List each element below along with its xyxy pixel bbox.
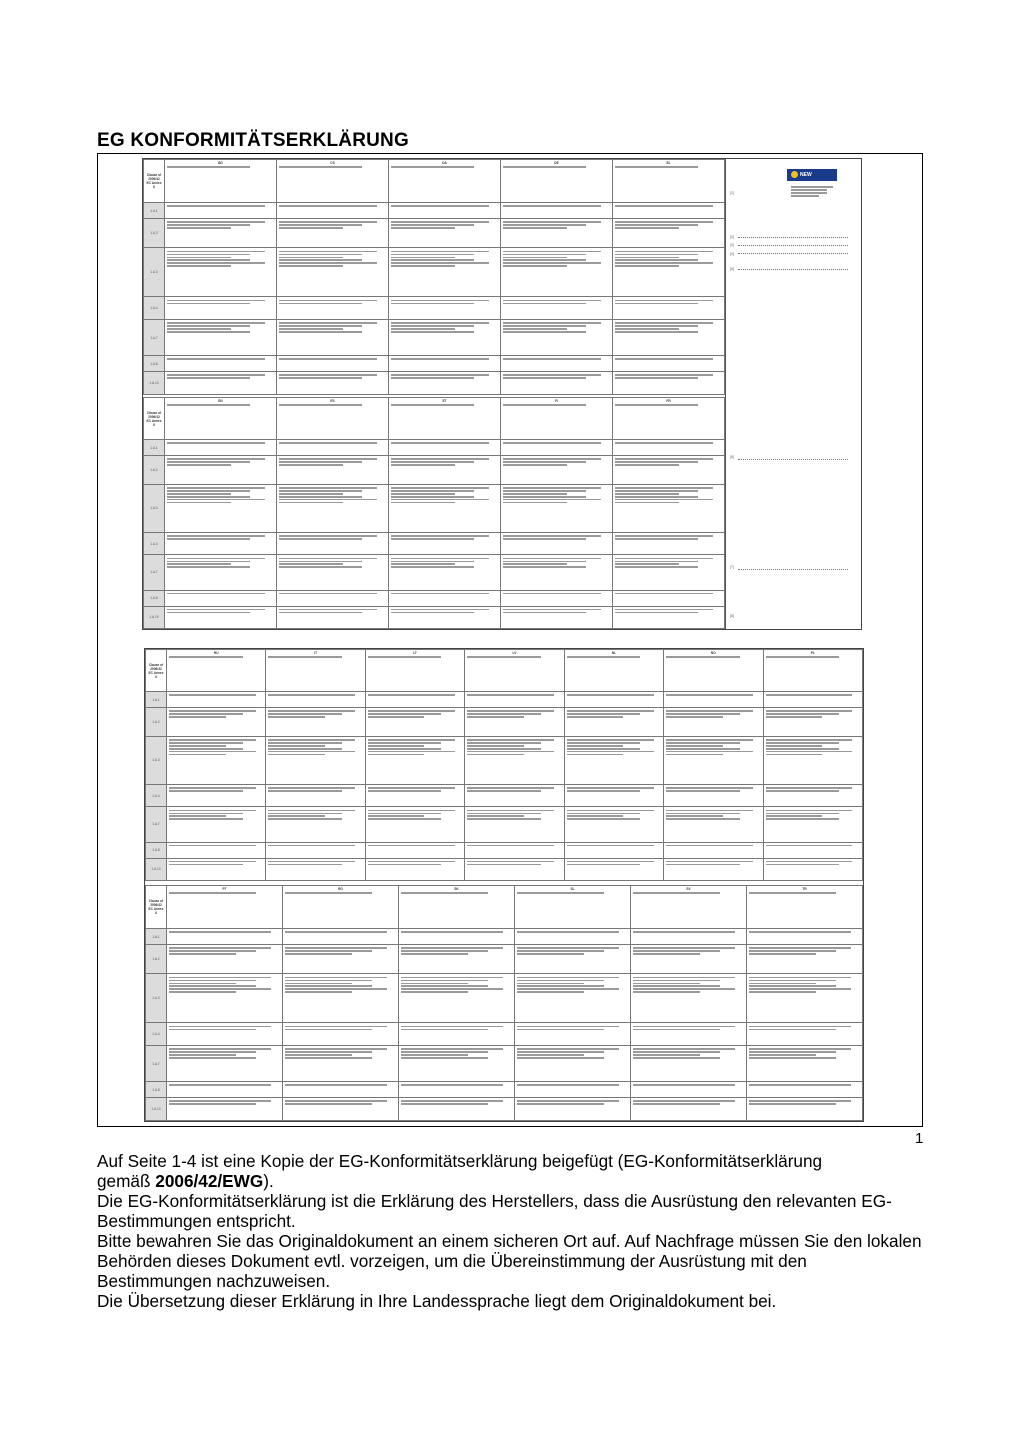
clause-ref: 1.A.8 [144,355,165,371]
declaration-cell [283,1046,399,1082]
language-column: EL [613,160,725,203]
language-column: EN [165,398,277,440]
declaration-cell [165,456,277,485]
declaration-cell [399,1081,515,1097]
declaration-cell [501,202,613,218]
declaration-cell [747,1046,863,1082]
declaration-cell [277,555,389,590]
declaration-cell [283,1023,399,1046]
declaration-cell [564,842,663,858]
manufacturer-panel: NEW [1] [2] [3] [4] [5] [6] [7] [8] [725,159,861,629]
language-column: LT [365,650,464,692]
language-column: NO [664,650,763,692]
declaration-cell [564,858,663,880]
declaration-cell [564,785,663,807]
new-holland-logo: NEW [787,169,837,181]
clause-ref: 1.A.8 [144,590,165,606]
declaration-cell [167,807,266,842]
language-column: ES [277,398,389,440]
declaration-cell [631,1081,747,1097]
declaration-cell [613,297,725,320]
declaration-cell [277,219,389,248]
declaration-cell [763,692,862,708]
declaration-cell [515,945,631,974]
declaration-cell [515,1098,631,1121]
declaration-cell [631,1098,747,1121]
declaration-cell [266,785,365,807]
declaration-cell [277,320,389,356]
declaration-cell [165,297,277,320]
clause-ref: 1.A.4 [146,785,167,807]
declaration-cell [501,372,613,395]
declaration-cell [165,248,277,297]
clause-ref: 1.A.7 [146,807,167,842]
declaration-cell [515,1081,631,1097]
clause-header: Clause of 2006/42 EC Annex II [144,398,165,440]
clause-ref: 1.A.7 [144,320,165,356]
declaration-cell [389,372,501,395]
declaration-cell [613,372,725,395]
declaration-cell [501,533,613,555]
language-column: SK [399,886,515,929]
declaration-cell [165,320,277,356]
declaration-cell [664,858,763,880]
declaration-cell [465,708,564,737]
declaration-cell [389,533,501,555]
declaration-cell [613,555,725,590]
language-column: PL [763,650,862,692]
declaration-cell [763,807,862,842]
declaration-cell [389,606,501,628]
clause-ref: 1.A.1 [146,928,167,944]
block-2 [143,397,725,629]
page-title: EG KONFORMITÄTSERKLÄRUNG [97,130,409,151]
declaration-cell [277,355,389,371]
declaration-cell [501,555,613,590]
declaration-cell [664,708,763,737]
declaration-cell [167,974,283,1023]
declaration-cell [365,708,464,737]
declaration-cell [747,1023,863,1046]
declaration-cell [365,807,464,842]
declaration-cell [763,708,862,737]
declaration-cell [664,785,763,807]
declaration-cell [763,736,862,784]
declaration-cell [365,692,464,708]
declaration-cell [747,1081,863,1097]
clause-ref: 1.A.4 [144,533,165,555]
declaration-cell [501,320,613,356]
clause-ref: 1.A.3 [144,484,165,532]
declaration-cell [399,1023,515,1046]
language-column: TR [747,886,863,929]
declaration-cell [389,202,501,218]
clause-ref: 1.A.10 [144,372,165,395]
declaration-cell [399,945,515,974]
declaration-cell [501,297,613,320]
declaration-cell [613,355,725,371]
declaration-cell [277,248,389,297]
clause-ref: 1.A.7 [146,1046,167,1082]
declaration-cell [564,692,663,708]
clause-header: Clause of 2006/42 EC Annex II [144,160,165,203]
declaration-cell [465,807,564,842]
declaration-cell [399,1098,515,1121]
declaration-cell [613,590,725,606]
declaration-cell [389,219,501,248]
declaration-cell [564,807,663,842]
declaration-page-1 [142,158,862,630]
declaration-cell [747,945,863,974]
declaration-cell [515,1023,631,1046]
declaration-cell [613,440,725,456]
declaration-cell [365,842,464,858]
declaration-cell [389,297,501,320]
language-column: CS [277,160,389,203]
language-column: FR [613,398,725,440]
paragraph-definition: Die EG-Konformitätserklärung ist die Erklärung des Herstellers, dass die Ausrüstung den relevanten EG-Bestimmungen entspricht. [97,1191,892,1231]
declaration-page-2 [144,648,864,1122]
declaration-cell [613,484,725,532]
block-3 [145,649,863,881]
declaration-cell [664,842,763,858]
clause-ref: 1.A.2 [144,456,165,485]
declaration-cell [277,297,389,320]
declaration-cell [165,590,277,606]
declaration-cell [277,456,389,485]
clause-ref: 1.A.2 [144,219,165,248]
declaration-cell [167,1023,283,1046]
declaration-cell [515,928,631,944]
language-column: ET [389,398,501,440]
declaration-cell [165,555,277,590]
declaration-cell [389,484,501,532]
declaration-cell [266,807,365,842]
declaration-cell [266,736,365,784]
declaration-cell [167,1046,283,1082]
declaration-cell [167,1081,283,1097]
declaration-cell [389,320,501,356]
declaration-cell [613,606,725,628]
declaration-cell [266,708,365,737]
declaration-cell [613,202,725,218]
declaration-cell [165,440,277,456]
declaration-cell [277,590,389,606]
declaration-cell [631,974,747,1023]
paragraph-reference: Auf Seite 1-4 ist eine Kopie der EG-Konformitätserklärung beigefügt (EG-Konformitätserklärung gemäß 2006/42/EWG). [97,1151,823,1191]
declaration-cell [167,785,266,807]
declaration-cell [747,1098,863,1121]
declaration-cell [165,372,277,395]
declaration-cell [167,928,283,944]
leaf-icon [791,171,798,178]
declaration-cell [399,1046,515,1082]
declaration-cell [277,533,389,555]
manufacturer-address [791,185,837,198]
directive-number: 2006/42/EWG [155,1171,264,1191]
language-column: SV [631,886,747,929]
clause-ref: 1.A.3 [146,974,167,1023]
declaration-cell [501,355,613,371]
declaration-cell [465,692,564,708]
declaration-cell [389,355,501,371]
language-column: NL [564,650,663,692]
declaration-cell [167,858,266,880]
declaration-cell [515,974,631,1023]
declaration-cell [283,928,399,944]
declaration-cell [167,1098,283,1121]
block-1 [143,159,725,395]
clause-ref: 1.A.2 [146,708,167,737]
declaration-cell [613,320,725,356]
declaration-cell [465,858,564,880]
clause-ref: 1.A.10 [146,1098,167,1121]
language-column: DA [389,160,501,203]
language-column: FI [501,398,613,440]
clause-ref: 1.A.10 [144,606,165,628]
declaration-cell [277,484,389,532]
declaration-cell [277,606,389,628]
declaration-cell [365,858,464,880]
declaration-cell [165,355,277,371]
declaration-cell [763,785,862,807]
declaration-cell [389,555,501,590]
declaration-cell [365,736,464,784]
clause-ref: 1.A.3 [144,248,165,297]
declaration-cell [389,440,501,456]
declaration-cell [564,708,663,737]
declaration-cell [564,736,663,784]
language-column: PT [167,886,283,929]
declaration-cell [501,590,613,606]
declaration-cell [266,842,365,858]
declaration-cell [165,484,277,532]
declaration-cell [763,842,862,858]
language-column: BG [165,160,277,203]
declaration-cell [501,440,613,456]
declaration-cell [501,606,613,628]
declaration-cell [365,785,464,807]
clause-header: Clause of 2006/42 EC Annex II [146,886,167,929]
figure-number: 1 [915,1130,924,1147]
declaration-cell [165,606,277,628]
declaration-cell [283,1098,399,1121]
declaration-cell [167,692,266,708]
declaration-cell [389,590,501,606]
declaration-cell [167,842,266,858]
declaration-cell [613,219,725,248]
declaration-cell [167,708,266,737]
language-column: LV [465,650,564,692]
declaration-cell [465,842,564,858]
clause-ref: 1.A.1 [144,202,165,218]
declaration-cell [283,974,399,1023]
declaration-cell [266,692,365,708]
declaration-cell [165,219,277,248]
declaration-cell [613,456,725,485]
declaration-cell [266,858,365,880]
declaration-cell [389,248,501,297]
declaration-cell [277,440,389,456]
clause-ref: 1.A.8 [146,842,167,858]
language-column: IT [266,650,365,692]
paragraph-translation: Die Übersetzung dieser Erklärung in Ihre Landessprache liegt dem Originaldokument bei. [97,1291,777,1311]
declaration-cell [501,248,613,297]
declaration-cell [277,202,389,218]
clause-ref: 1.A.1 [144,440,165,456]
clause-ref: 1.A.4 [144,297,165,320]
paragraph-storage: Bitte bewahren Sie das Originaldokument an einem sicheren Ort auf. Auf Nachfrage müssen Sie den lokalen Behörden dieses Dokument evtl. vorzeigen, um die Übereinstimmung der Ausrüstung mit den Bestimmungen nachzuweisen. [97,1231,922,1291]
declaration-cell [631,1046,747,1082]
declaration-cell [631,945,747,974]
declaration-cell [283,945,399,974]
language-column: HU [167,650,266,692]
declaration-cell [283,1081,399,1097]
declaration-cell [664,807,763,842]
declaration-cell [277,372,389,395]
declaration-cell [515,1046,631,1082]
declaration-cell [763,858,862,880]
declaration-cell [465,736,564,784]
language-column: SL [515,886,631,929]
declaration-cell [501,219,613,248]
declaration-cell [465,785,564,807]
declaration-cell [389,456,501,485]
declaration-cell [613,533,725,555]
declaration-cell [747,974,863,1023]
declaration-cell [167,945,283,974]
clause-ref: 1.A.4 [146,1023,167,1046]
clause-ref: 1.A.3 [146,736,167,784]
declaration-cell [613,248,725,297]
language-column: RO [283,886,399,929]
clause-ref: 1.A.7 [144,555,165,590]
clause-ref: 1.A.2 [146,945,167,974]
clause-ref: 1.A.8 [146,1081,167,1097]
declaration-cell [631,1023,747,1046]
block-4 [145,885,863,1121]
declaration-cell [165,202,277,218]
declaration-cell [399,928,515,944]
declaration-cell [501,456,613,485]
declaration-cell [399,974,515,1023]
declaration-cell [664,692,763,708]
declaration-cell [165,533,277,555]
declaration-cell [501,484,613,532]
declaration-cell [631,928,747,944]
declaration-figure [97,153,923,1127]
declaration-cell [664,736,763,784]
clause-ref: 1.A.1 [146,692,167,708]
language-column: DE [501,160,613,203]
declaration-cell [747,928,863,944]
clause-ref: 1.A.10 [146,858,167,880]
declaration-cell [167,736,266,784]
clause-header: Clause of 2006/42 EC Annex II [146,650,167,692]
